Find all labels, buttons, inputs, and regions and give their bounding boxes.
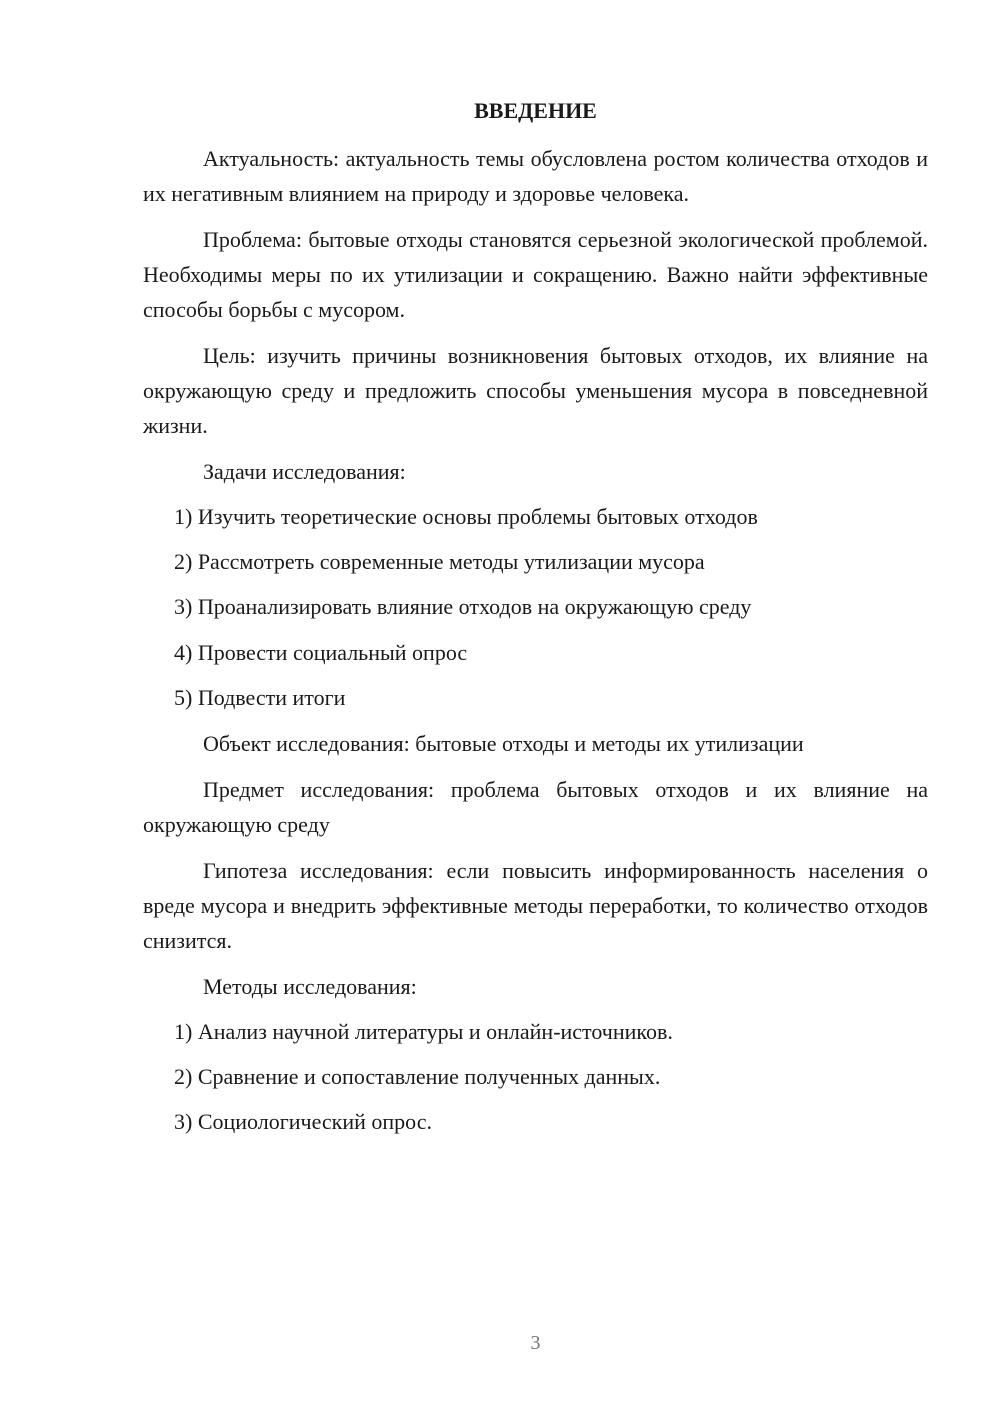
task-item: 1) Изучить теоретические основы проблемы бытовых отходов <box>174 504 758 529</box>
method-item: 3) Социологический опрос. <box>174 1109 432 1134</box>
relevance-paragraph: Актуальность: актуальность темы обусловлена ростом количества отходов и их негативным влиянием на природу и здоровье человека. <box>143 146 928 206</box>
method-item: 2) Сравнение и сопоставление полученных данных. <box>174 1064 661 1089</box>
page-number: 3 <box>530 1332 541 1354</box>
goal-paragraph: Цель: изучить причины возникновения бытовых отходов, их влияние на окружающую среду и предложить способы уменьшения мусора в повседневной жизни. <box>143 343 928 438</box>
task-item: 5) Подвести итоги <box>174 685 346 710</box>
task-item: 2) Рассмотреть современные методы утилизации мусора <box>174 549 705 574</box>
method-item: 1) Анализ научной литературы и онлайн-источников. <box>174 1019 673 1044</box>
document-page <box>143 0 928 1414</box>
task-item: 4) Провести социальный опрос <box>174 640 468 665</box>
task-item: 3) Проанализировать влияние отходов на окружающую среду <box>174 594 752 619</box>
object-paragraph: Объект исследования: бытовые отходы и методы их утилизации <box>203 731 804 756</box>
tasks-heading: Задачи исследования: <box>203 459 406 484</box>
subject-paragraph: Предмет исследования: проблема бытовых отходов и их влияние на окружающую среду <box>143 777 928 837</box>
hypothesis-paragraph: Гипотеза исследования: если повысить информированность населения о вреде мусора и внедрить эффективные методы переработки, то количество отходов снизится. <box>143 858 928 953</box>
methods-heading: Методы исследования: <box>203 974 417 999</box>
page-title: ВВЕДЕНИЕ <box>474 98 597 123</box>
problem-paragraph: Проблема: бытовые отходы становятся серьезной экологической проблемой. Необходимы меры по их утилизации и сокращению. Важно найти эффективные способы борьбы с мусором. <box>143 227 928 322</box>
